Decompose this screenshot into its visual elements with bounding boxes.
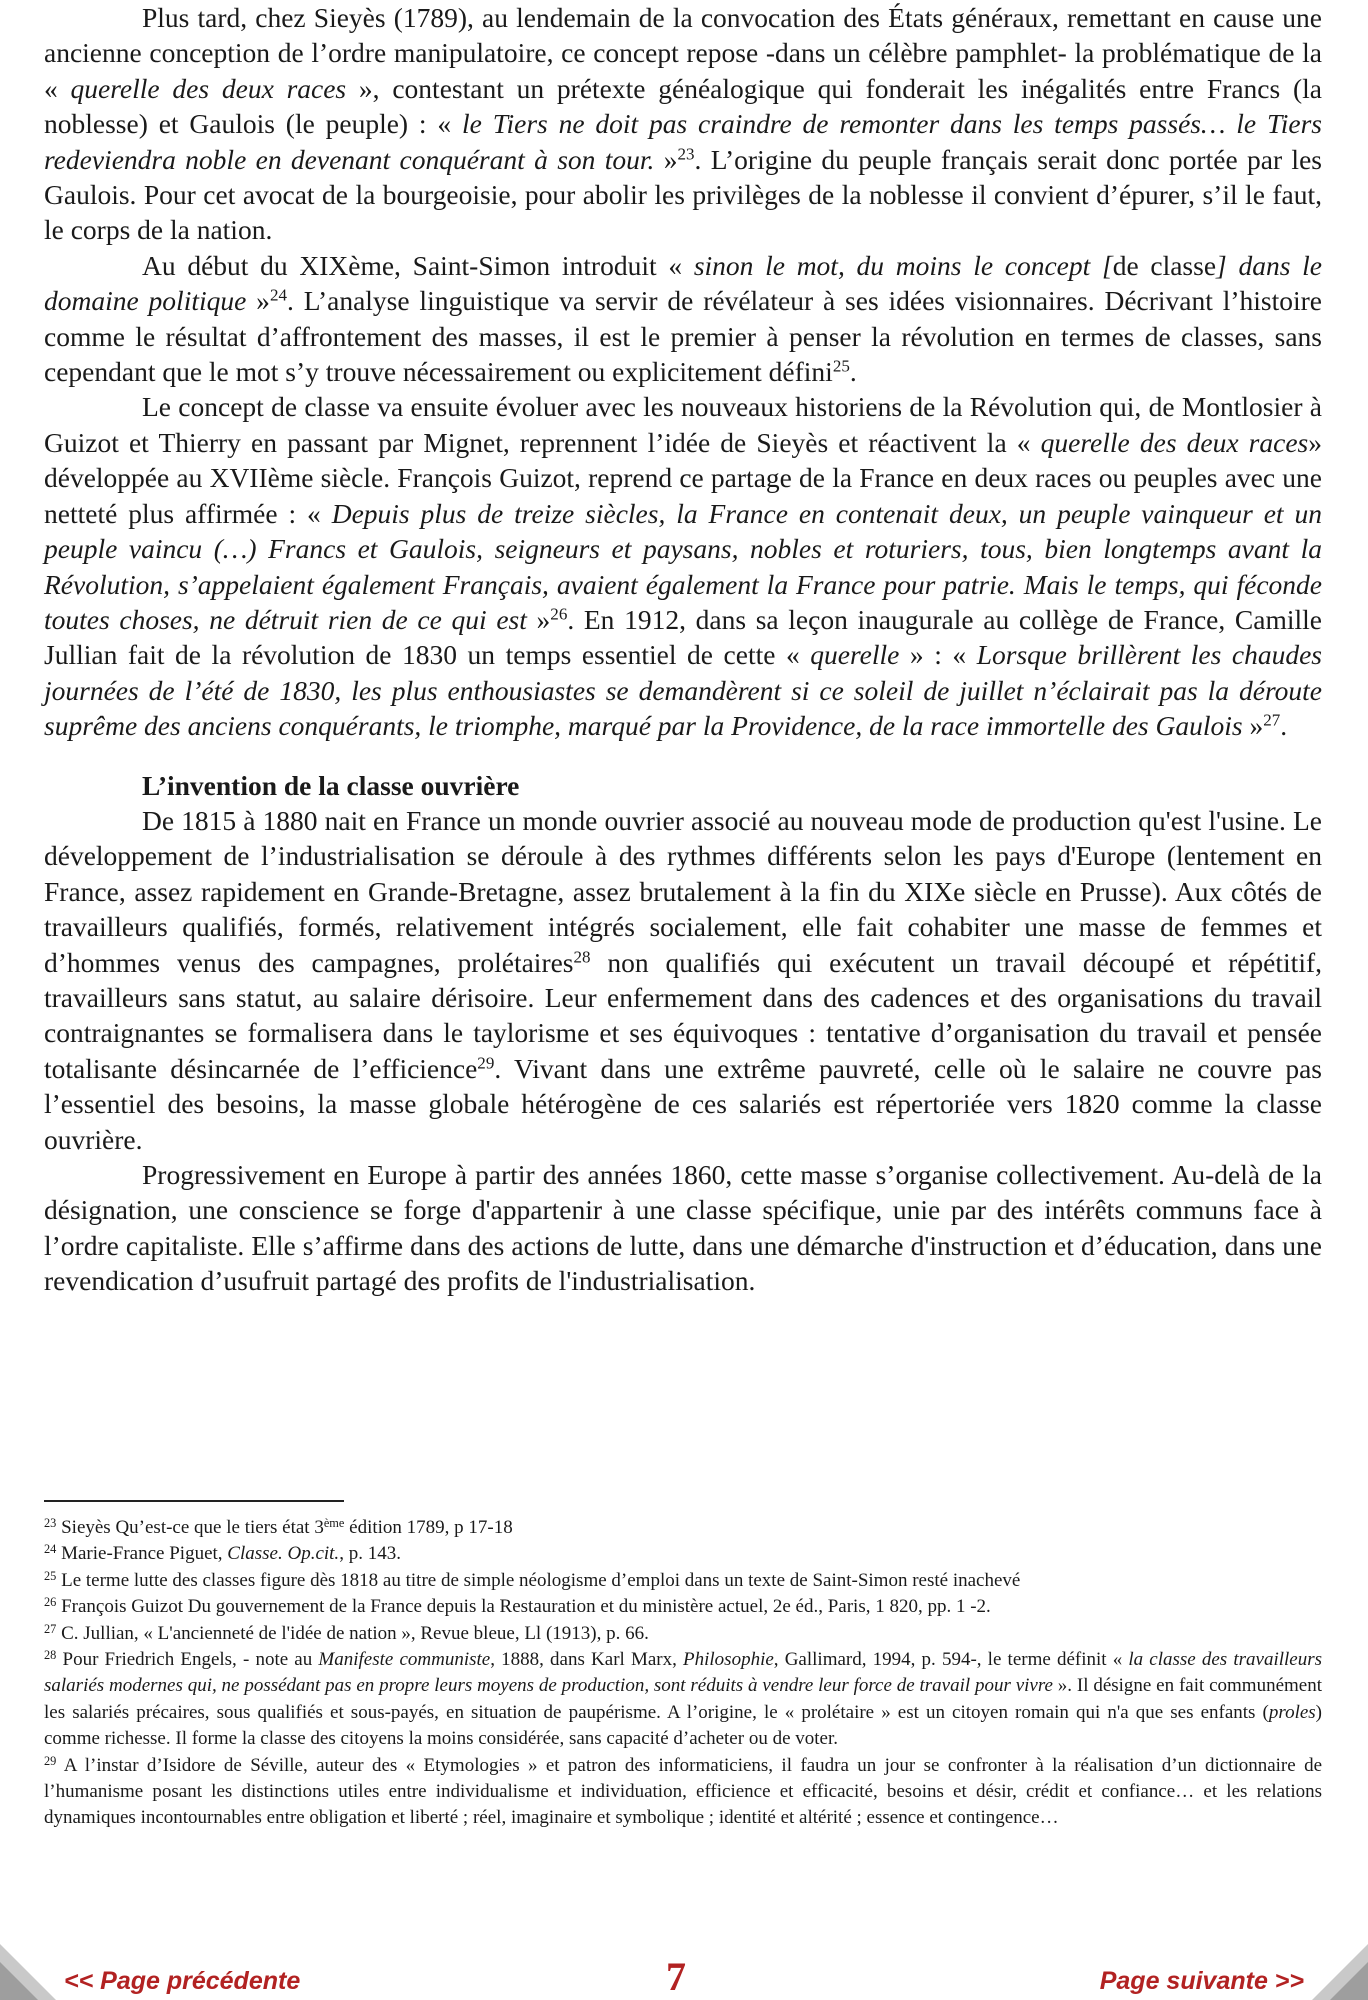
paragraph-sieyes	[44, 0, 1322, 248]
text-run: .	[1280, 710, 1288, 742]
text-run: . L’analyse linguistique va servir de révélateur à ses idées visionnaires. Décrivant l’histoire comme le résultat d’affrontement des masses, il est le premier à penser la révolution en termes de classes, sans cependant que le mot s’y trouve nécessairement ou explicitement défini	[44, 285, 1323, 388]
page-curl-left-shade	[0, 1962, 38, 2000]
footnote-number: 23	[44, 1515, 57, 1530]
superscript: ème	[323, 1515, 345, 1530]
quote-run: le Tiers ne doit pas craindre de remonter dans les temps passés… le Tiers redeviendra noble en devenant conquérant à son tour.	[44, 108, 1322, 175]
text-run: Sieyès Qu’est-ce que le tiers état 3	[61, 1517, 324, 1538]
footnote-27	[44, 1621, 1322, 1647]
paragraph-saint-simon	[44, 248, 1322, 390]
footnote-26	[44, 1594, 1322, 1620]
paragraph-organisation: Progressivement en Europe à partir des années 1860, cette masse s’organise collectivement. Au-delà de la désignation, une conscience se forge d'appartenir à une classe spécifique, unie par des intérêts communs face à l’ordre capitaliste. Elle s’affirme dans des actions de lutte, dans une démarche d'instruction et d’éducation, dans une revendication d’usufruit partagé des profits de l'industrialisation.	[44, 1159, 1322, 1297]
paragraph-classe-concept	[44, 389, 1322, 743]
footnote-24	[44, 1541, 1322, 1567]
footnote-number: 28	[44, 1647, 57, 1662]
footnote-ref-24[interactable]: 24	[269, 285, 287, 305]
footnote-ref-25[interactable]: 25	[832, 356, 850, 376]
text-run: François Guizot Du gouvernement de la France depuis la Restauration et du ministère actuel, 2e éd., Paris, 1 820, pp. 1 -2.	[61, 1596, 991, 1618]
section-title: L’invention de la classe ouvrière	[142, 769, 520, 801]
text-run: .	[849, 356, 857, 388]
text-run: », contestant un prétexte généalogique qui fonderait les inégalités entre Francs (la noblesse) et Gaulois (le peuple) : «	[44, 72, 1323, 140]
footnote-23	[44, 1515, 1322, 1541]
text-run: , Gallimard, 1994, p. 594-, le terme définit «	[773, 1649, 1129, 1671]
footnote-number: 29	[44, 1753, 57, 1768]
text-run: querelle	[810, 639, 900, 671]
text-run: Pour Friedrich Engels, - note au	[62, 1649, 319, 1671]
footnote-number: 27	[44, 1621, 57, 1636]
footnote-ref-23[interactable]: 23	[677, 144, 695, 164]
text-run: »	[246, 285, 270, 317]
text-run: Le terme lutte des classes figure dès 1818 au titre de simple néologisme d’emploi dans un texte de Saint-Simon resté inachevé	[61, 1569, 1021, 1591]
quote-run: Lorsque brillèrent les chaudes journées de l’été de 1830, les plus enthousiastes se demandèrent si ce soleil de juillet n’éclairait pas la déroute suprême des anciens conquérants, le triomphe, marqué par la Providence, de la race immortelle des Gaulois	[44, 639, 1322, 742]
text-run: Classe. Op.cit.	[227, 1543, 340, 1565]
paragraph-monde-ouvrier	[44, 803, 1322, 1157]
page-number: 7	[666, 1954, 686, 1999]
text-run: »	[654, 143, 678, 175]
text-run: . En 1912, dans sa leçon inaugurale au collège de France, Camille Jullian fait de la révolution de 1830 un temps essentiel de cette «	[44, 603, 1322, 671]
text-run: A l’instar d’Isidore de Séville, auteur des « Etymologies » et patron des informaticiens, il faudra un jour se confronter à la réalisation d’un dictionnaire de l’humanisme posant les distinctions utiles entre individualisme et individuation, efficience et efficacité, besoins et désir, crédit et confiance… et les relations dynamiques incontournables entre obligation et liberté ; réel, imaginaire et symbolique ; identité et altérité ; essence et contingence…	[44, 1754, 1323, 1829]
text-run: De 1815 à 1880 nait en France un monde ouvrier associé au nouveau mode de production qu'est l'usine. Le développement de l’industrialisation se déroule à des rythmes différents selon les pays d'Europe (lentement en France, assez rapidement en Grande-Bretagne, assez brutalement à la fin du XIXe siècle en Prusse). Aux côtés de travailleurs qualifiés, formés, relativement intégrés socialement, elle fait cohabiter une masse de femmes et d’hommes venus des campagnes, prolétaires	[44, 804, 1322, 978]
text-run: » développée au XVIIème siècle. François Guizot, reprend ce partage de la France en deux races ou peuples avec une netteté plus affirmée : «	[44, 426, 1322, 529]
quote-run: Depuis plus de treize siècles, la France en contenait deux, un peuple vainqueur et un peuple vaincu (…) Francs et Gaulois, seigneurs et paysans, nobles et roturiers, tous, bien longtemps avant la Révolution, s’appelaient également Français, avaient également la France pour patrie. Mais le temps, qui féconde toutes choses, ne détruit rien de ce qui est	[44, 497, 1322, 635]
quote-run: ] dans le domaine politique	[44, 249, 1322, 317]
text-run: »	[1242, 710, 1264, 742]
text-run: . Vivant dans une extrême pauvreté, celle où le salaire ne couvre pas l’essentiel des besoins, la masse globale hétérogène de ces salariés est répertoriée vers 1820 comme la classe ouvrière.	[44, 1052, 1322, 1155]
text-run: ». Il désigne en fait communément les salariés précaires, sous qualifiés et sous-payés, en situation de paupérisme. A l’origine, le « prolétaire » est un citoyen romain qui n'a que ses enfants (	[44, 1675, 1322, 1723]
text-run: non qualifiés qui exécutent un travail découpé et répétitif, travailleurs sans statut, au salaire dérisoire. Leur enfermement dans des cadences et des organisations du travail contraignantes se formalisera dans le taylorisme et ses équivoques : tentative d’organisation du travail et pensée totalisante désincarnée de l’efficience	[44, 946, 1322, 1084]
text-run: Au début du XIXème, Saint-Simon introduit «	[142, 249, 694, 281]
footnote-separator	[44, 1500, 344, 1502]
text-run: »	[526, 603, 551, 635]
footnote-ref-28[interactable]: 28	[573, 947, 591, 967]
footnote-number: 25	[44, 1568, 57, 1583]
text-run: querelle des deux races	[70, 72, 347, 104]
text-run: de classe	[1112, 249, 1217, 281]
text-run: C. Jullian, « L'ancienneté de l'idée de nation », Revue bleue, Ll (1913), p. 66.	[61, 1622, 649, 1644]
text-run: , p. 143.	[339, 1543, 401, 1565]
text-run: » : «	[899, 639, 977, 671]
text-run: Plus tard, chez Sieyès (1789), au lendemain de la convocation des États généraux, remettant en cause une ancienne conception de l’ordre manipulatoire, ce concept repose -dans un célèbre pamphlet- la problématique de la «	[44, 2, 1322, 104]
document-page	[44, 0, 1323, 1829]
quote-run: sinon le mot, du moins le concept [	[693, 249, 1113, 281]
text-run: Marie-France Piguet,	[61, 1543, 228, 1565]
text-run: . L’origine du peuple français serait donc portée par les Gaulois. Pour cet avocat de la bourgeoisie, pour abolir les privilèges de la noblesse il convient d’épurer, s’il le faut, le corps de la nation.	[44, 143, 1322, 246]
footnote-number: 24	[44, 1542, 57, 1557]
footnote-ref-29[interactable]: 29	[477, 1053, 495, 1073]
prev-page-link[interactable]: << Page précédente	[64, 1967, 301, 1995]
text-run: Manifeste communiste	[318, 1649, 491, 1671]
text-run: Le concept de classe va ensuite évoluer avec les nouveaux historiens de la Révolution qui, de Montlosier à Guizot et Thierry en passant par Mignet, reprennent l’idée de Sieyès et réactivent la «	[44, 391, 1322, 458]
quote-run: la classe des travailleurs salariés modernes qui, ne possédant pas en propre leurs moyens de production, sont réduits à vendre leur force de travail pour vivre	[44, 1649, 1323, 1697]
text-run: querelle des deux races	[1040, 426, 1309, 458]
text-run: édition 1789, p 17-18	[344, 1517, 513, 1538]
footnotes	[44, 1515, 1322, 1832]
footnote-number: 26	[44, 1595, 57, 1610]
footnote-25	[44, 1568, 1322, 1594]
text-run: proles	[1268, 1701, 1316, 1723]
next-page-link[interactable]: Page suivante >>	[1099, 1967, 1304, 1995]
text-run: Philosophie	[683, 1649, 774, 1671]
text-run: , 1888, dans Karl Marx,	[490, 1649, 684, 1671]
footnote-28	[44, 1647, 1322, 1753]
footnote-ref-27[interactable]: 27	[1263, 710, 1281, 730]
footnote-29	[44, 1753, 1322, 1832]
text-run: ) comme richesse. Il forme la classe des citoyens la moins considérée, sans capacité d’acheter ou de voter.	[44, 1701, 1322, 1750]
footnote-ref-26[interactable]: 26	[550, 604, 568, 624]
page-curl-right-shade	[1330, 1962, 1368, 2000]
